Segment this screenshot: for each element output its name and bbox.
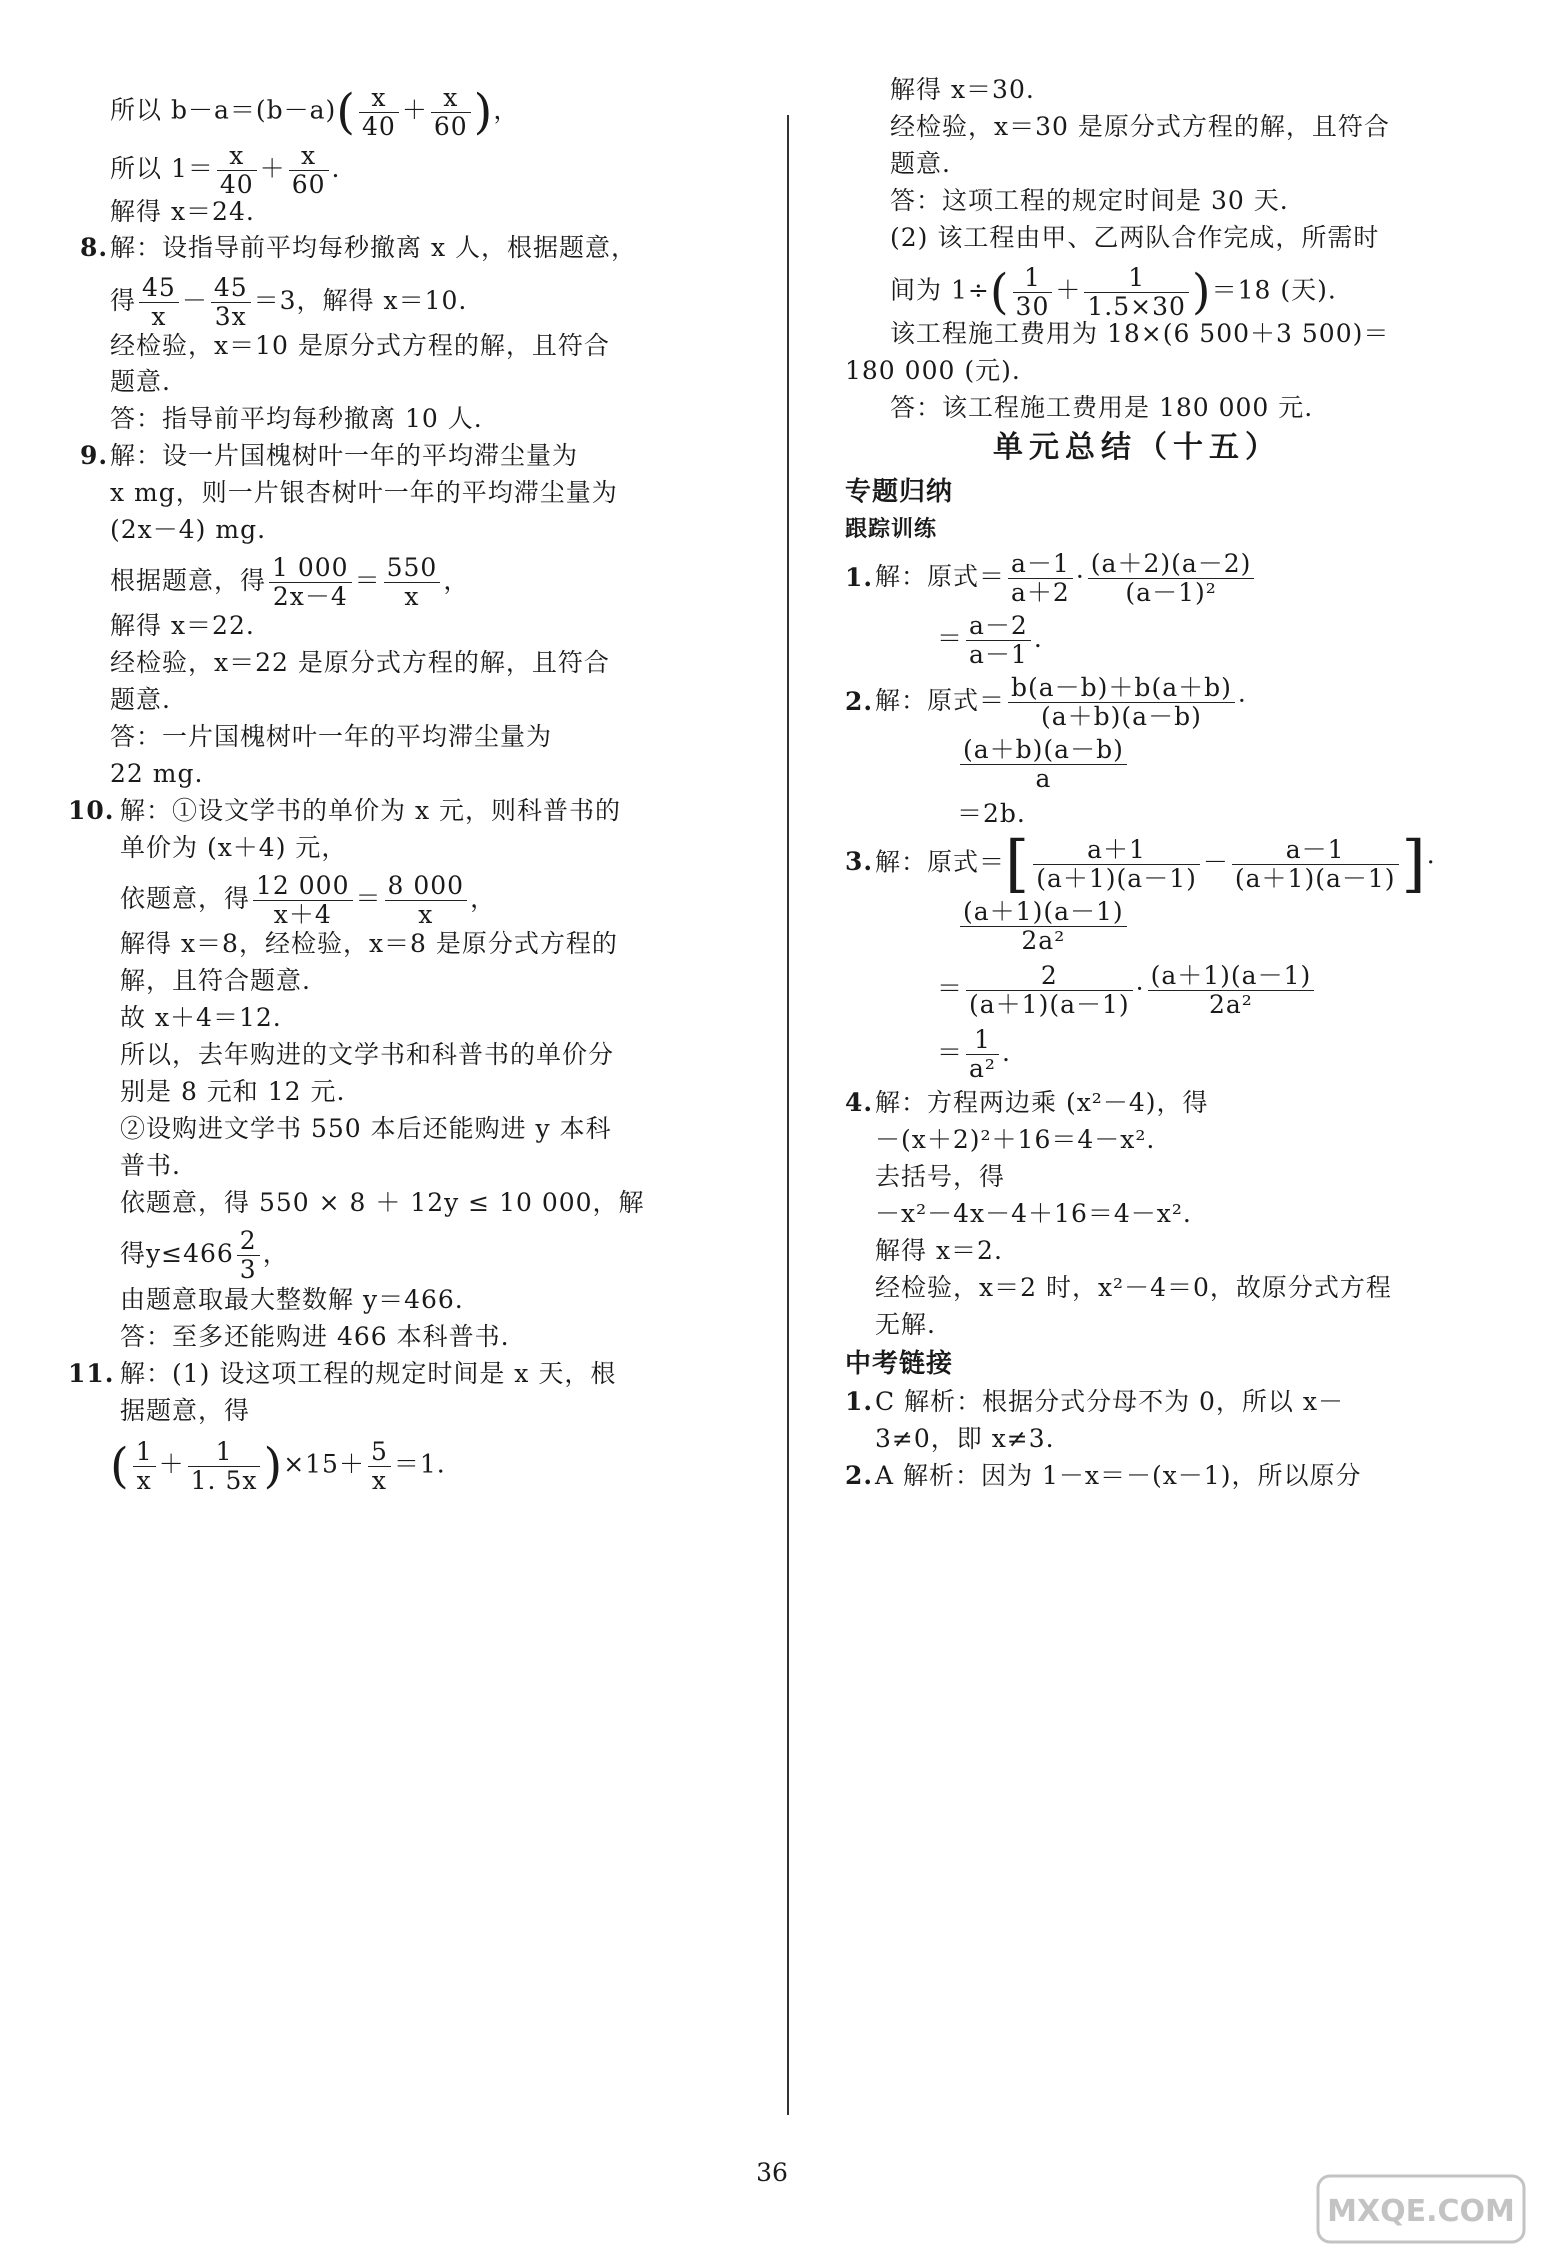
exam-2-number: 2. — [845, 1461, 874, 1490]
left-line-1: 所以 b－a＝(b－a)( $\frac{x}{40}$ ＋ $\frac{x}{60}$ )， — [110, 82, 520, 141]
q10-line-10: 普书. — [120, 1151, 181, 1180]
topic-summary-heading: 专题归纳 — [845, 477, 954, 507]
e2-line-1: A 解析：因为 1－x＝－(x－1)，所以原分 — [875, 1461, 1362, 1490]
exam-link-heading: 中考链接 — [845, 1349, 954, 1379]
unit-summary-title: 单元总结（十五） — [993, 430, 1281, 465]
q9-line-3: (2x－4) mg. — [110, 515, 267, 544]
question-8-number: 8. — [80, 233, 109, 262]
q9-line-9: 22 mg. — [110, 759, 204, 788]
s4-line-1: 解：方程两边乘 (x²－4)，得 — [875, 1088, 1209, 1117]
question-9-number: 9. — [80, 441, 109, 470]
q8-line-3: 经检验，x＝10 是原分式方程的解，且符合 — [110, 331, 610, 360]
r-line-6: 间为 1÷( $\frac{1}{30}$ ＋ $\frac{1}{1.5\times 30}$ )＝18 (天). — [890, 262, 1337, 321]
s3-line-2: $\frac{(a+1)(a-1)}{\text{2a²}}$ — [957, 898, 1130, 955]
q10-line-9: ②设购进文学书 550 本后还能购进 y 本科 — [120, 1114, 612, 1143]
q10-line-7: 所以，去年购进的文学书和科普书的单价分 — [120, 1040, 615, 1069]
q9-line-4: 根据题意，得 $\frac{1 000}{2x-4}$ ＝ $\frac{550}{x}$ ， — [110, 553, 470, 611]
q9-line-6: 经检验，x＝22 是原分式方程的解，且符合 — [110, 648, 610, 677]
s4-line-4: －x²－4x－4＋16＝4－x². — [875, 1199, 1192, 1228]
r-line-5: (2) 该工程由甲、乙两队合作完成，所需时 — [890, 223, 1380, 252]
exam-1-number: 1. — [845, 1387, 874, 1416]
q10-line-3: 依题意，得 $\frac{12 000}{x+4}$ ＝ $\frac{8 000}{x}$ ， — [120, 871, 497, 929]
q10-line-6: 故 x＋4＝12. — [120, 1003, 282, 1032]
q9-line-5: 解得 x＝22. — [110, 611, 255, 640]
q8-line-2: 得 $\frac{45}{x}$ － $\frac{45}{3x}$ ＝3，解得 x＝10. — [110, 273, 468, 331]
s2-line-2: $\frac{(a+b)(a-b)}{a}$ — [957, 736, 1130, 793]
summary-3-number: 3. — [845, 847, 874, 876]
e1-line-2: 3≠0，即 x≠3. — [875, 1424, 1055, 1453]
r-line-2: 经检验，x＝30 是原分式方程的解，且符合 — [890, 112, 1390, 141]
s3-line-1: 解：原式＝[ $\frac{a+1}{(a+1)(a-1)}$ － $\frac{a-1}{(a+1)(a-1)}$ ]· — [875, 827, 1436, 900]
left-line-2: 所以 1＝ $\frac{x}{40}$ ＋ $\frac{x}{60}$ . — [110, 141, 341, 199]
watermark-logo — [1316, 2174, 1526, 2244]
q10-line-5: 解，且符合题意. — [120, 966, 311, 995]
left-line-3: 解得 x＝24. — [110, 197, 255, 226]
question-11-number: 11. — [68, 1359, 115, 1388]
r-line-8: 180 000 (元). — [845, 356, 1021, 385]
s2-line-1: 解：原式＝ $\frac{b(a-b)+b(a+b)}{(a+b)(a-b)}$ · — [875, 673, 1247, 731]
r-line-7: 该工程施工费用为 18×(6 500＋3 500)＝ — [890, 319, 1390, 348]
s4-line-7: 无解. — [875, 1310, 936, 1339]
q8-line-4: 题意. — [110, 367, 171, 396]
s2-line-3: ＝2b. — [957, 799, 1026, 828]
summary-1-number: 1. — [845, 563, 874, 592]
r-line-9: 答：该工程施工费用是 180 000 元. — [890, 393, 1314, 422]
s1-line-1: 解：原式＝ $\frac{a-1}{a+2}$ · $\frac{(a+2)(a-2)}{\text{(a－1)²}}$ — [875, 550, 1257, 607]
q11-line-2: 据题意，得 — [120, 1396, 251, 1425]
s3-line-4: ＝ $\frac{1}{\text{a²}}$ . — [937, 1025, 1011, 1083]
q10-line-2: 单价为 (x＋4) 元， — [120, 833, 348, 862]
q8-line-5: 答：指导前平均每秒撤离 10 人. — [110, 404, 483, 433]
q10-line-12: 得y≤466 $\frac{2}{3}$ ， — [120, 1226, 289, 1284]
page-number: 36 — [756, 2158, 788, 2187]
q9-line-1: 解：设一片国槐树叶一年的平均滞尘量为 — [110, 441, 579, 470]
tracking-practice-heading: 跟踪训练 — [845, 516, 938, 542]
r-line-3: 题意. — [890, 149, 951, 178]
s3-line-3: ＝ $\frac{2}{(a+1)(a-1)}$ · $\frac{(a+1)(a-1)}{\text{2a²}}$ — [937, 962, 1317, 1019]
q11-line-1: 解：(1) 设这项工程的规定时间是 x 天，根 — [120, 1359, 617, 1388]
q10-line-13: 由题意取最大整数解 y＝466. — [120, 1285, 464, 1314]
s4-line-3: 去括号，得 — [875, 1162, 1006, 1191]
e1-line-1: C 解析：根据分式分母不为 0，所以 x－ — [875, 1387, 1344, 1416]
r-line-1: 解得 x＝30. — [890, 75, 1035, 104]
q10-line-11: 依题意，得 550 × 8 ＋ 12y ≤ 10 000，解 — [120, 1188, 645, 1217]
q9-line-7: 题意. — [110, 685, 171, 714]
q9-line-8: 答：一片国槐树叶一年的平均滞尘量为 — [110, 722, 553, 751]
column-divider — [787, 115, 789, 2115]
question-10-number: 10. — [68, 796, 115, 825]
q10-line-1: 解：①设文学书的单价为 x 元，则科普书的 — [120, 796, 621, 825]
q10-line-8: 别是 8 元和 12 元. — [120, 1077, 346, 1106]
svg-text:MXQE.COM: MXQE.COM — [1327, 2194, 1515, 2229]
summary-2-number: 2. — [845, 687, 874, 716]
s4-line-6: 经检验，x＝2 时，x²－4＝0，故原分式方程 — [875, 1273, 1392, 1302]
s4-line-2: －(x＋2)²＋16＝4－x². — [875, 1125, 1156, 1154]
r-line-4: 答：这项工程的规定时间是 30 天. — [890, 186, 1289, 215]
summary-4-number: 4. — [845, 1088, 874, 1117]
s1-line-2: ＝ $\frac{a-2}{a-1}$ . — [937, 611, 1043, 669]
q10-line-14: 答：至多还能购进 466 本科普书. — [120, 1322, 510, 1351]
q10-line-4: 解得 x＝8，经检验，x＝8 是原分式方程的 — [120, 929, 618, 958]
q9-line-2: x mg，则一片银杏树叶一年的平均滞尘量为 — [110, 478, 618, 507]
s4-line-5: 解得 x＝2. — [875, 1236, 1003, 1265]
q8-line-1: 解：设指导前平均每秒撤离 x 人，根据题意， — [110, 233, 637, 262]
q11-line-3: ( $\frac{1}{x}$ ＋ $\frac{1}{1. 5x}$ )×15＋ $\frac{5}{x}$ ＝1. — [110, 1436, 446, 1495]
